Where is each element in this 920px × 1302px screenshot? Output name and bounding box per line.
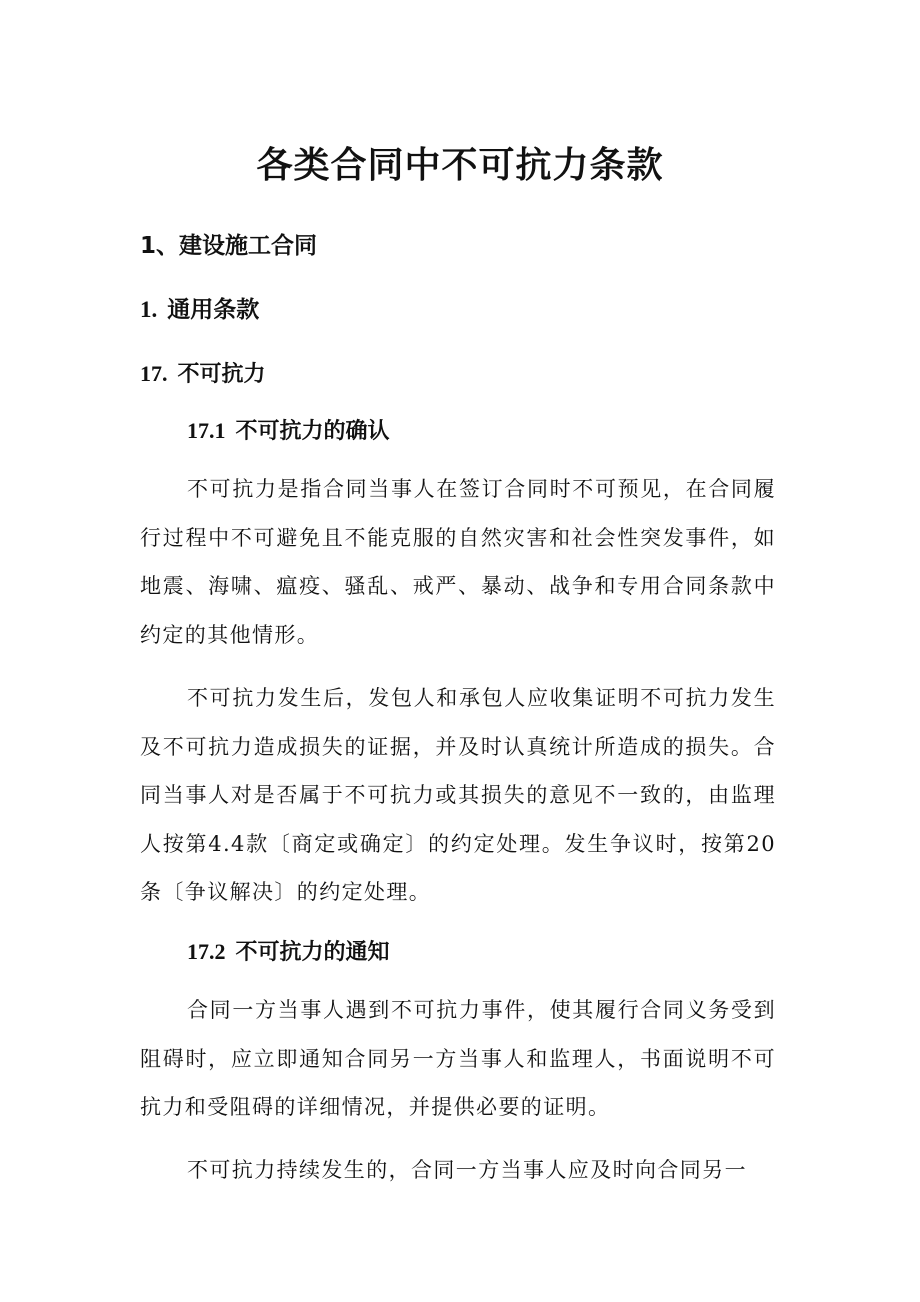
paragraph-17-2-notice: 合同一方当事人遇到不可抗力事件，使其履行合同义务受到阻碍时，应立即通知合同另一方当事人和监理人，书面说明不可抗力和受阻碍的详细情况，并提供必要的证明。 bbox=[140, 998, 776, 1119]
clause-17-1-heading bbox=[187, 414, 390, 449]
subsection-label: 通用条款 bbox=[167, 297, 260, 323]
clause-label: 不可抗力 bbox=[177, 362, 266, 387]
document-title: 各类合同中不可抗力条款 bbox=[256, 145, 664, 186]
clause-17-2-heading bbox=[187, 935, 390, 970]
section-heading: 1、建设施工合同 bbox=[140, 233, 318, 259]
clause-heading bbox=[140, 357, 266, 392]
paragraph-17-1-definition: 不可抗力是指合同当事人在签订合同时不可预见，在合同履行过程中不可避免且不能克服的自然灾害和社会性突发事件，如地震、海啸、瘟疫、骚乱、戒严、暴动、战争和专用合同条款中约定的其他情形。 bbox=[140, 477, 776, 647]
clause-17-1-number: 17.1 bbox=[187, 418, 226, 443]
clause-17-2-number: 17.2 bbox=[187, 939, 226, 964]
clause-17-2-label: 不可抗力的通知 bbox=[235, 940, 390, 965]
subsection-heading bbox=[140, 293, 259, 327]
subsection-number: 1. bbox=[140, 297, 158, 322]
paragraph-17-1-evidence: 不可抗力发生后，发包人和承包人应收集证明不可抗力发生及不可抗力造成损失的证据，并及时认真统计所造成的损失。合同当事人对是否属于不可抗力或其损失的意见不一致的，由监理人按第4.4款〔商定或确定〕的约定处理。发生争议时，按第20条〔争议解决〕的约定处理。 bbox=[140, 686, 776, 904]
clause-number: 17. bbox=[140, 361, 168, 386]
paragraph-17-2-continuing: 不可抗力持续发生的，合同一方当事人应及时向合同另一 bbox=[187, 1158, 747, 1182]
clause-17-1-label: 不可抗力的确认 bbox=[235, 419, 390, 444]
